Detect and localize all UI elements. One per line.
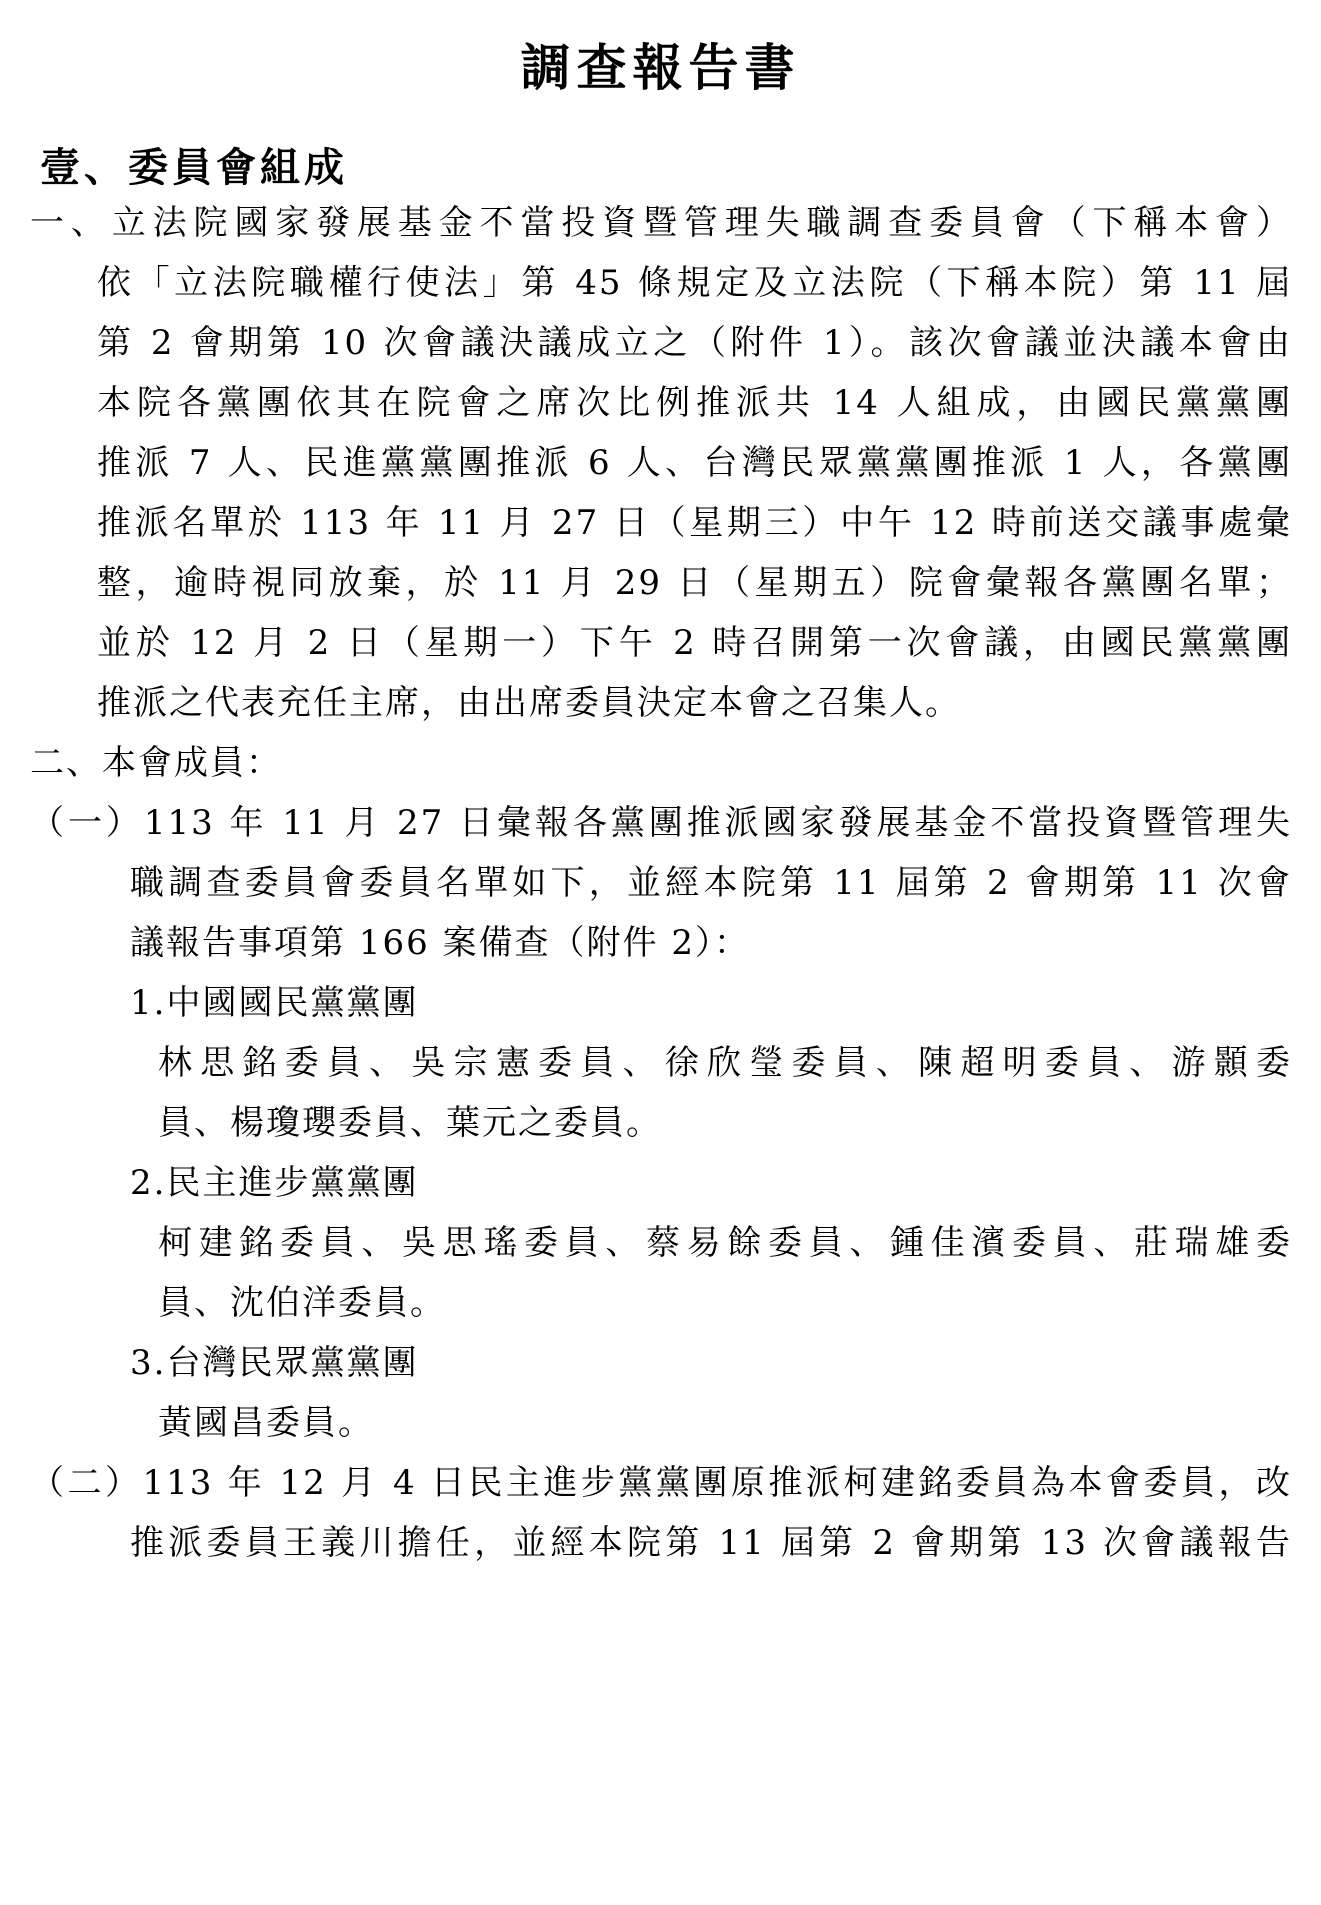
member-list-line: 林思銘委員、吳宗憲委員、徐欣瑩委員、陳超明委員、游顥委 [158,1043,1292,1083]
member-list-line: 柯建銘委員、吳思瑤委員、蔡易餘委員、鍾佳濱委員、莊瑞雄委 [158,1223,1292,1263]
section-heading-committee-composition: 壹、委員會組成 [40,144,348,191]
party-heading-kmt: 1.中國國民黨黨團 [130,983,419,1023]
paragraph-line: 一、立法院國家發展基金不當投資暨管理失職調查委員會（下稱本會） [30,203,1292,243]
member-list-line: 員、楊瓊瓔委員、葉元之委員。 [158,1103,662,1143]
party-heading-dpp: 2.民主進步黨黨團 [130,1163,419,1203]
item-heading-members: 二、本會成員： [30,743,282,783]
document-title: 調查報告書 [520,38,801,97]
paragraph-line: 推派名單於 113 年 11 月 27 日（星期三）中午 12 時前送交議事處彙 [97,503,1292,543]
paragraph-line: 本院各黨團依其在院會之席次比例推派共 14 人組成，由國民黨黨團 [97,383,1292,423]
member-list-line: 員、沈伯洋委員。 [158,1283,446,1323]
paragraph-line: 議報告事項第 166 案備查（附件 2）： [130,923,750,963]
party-heading-tpp: 3.台灣民眾黨黨團 [130,1343,419,1383]
paragraph-line: 依「立法院職權行使法」第 45 條規定及立法院（下稱本院）第 11 屆 [97,263,1292,303]
paragraph-line: 推派委員王義川擔任，並經本院第 11 屆第 2 會期第 13 次會議報告 [130,1523,1292,1563]
paragraph-line: 推派之代表充任主席，由出席委員決定本會之召集人。 [97,683,961,723]
paragraph-line: 推派 7 人、民進黨黨團推派 6 人、台灣民眾黨黨團推派 1 人，各黨團 [97,443,1292,483]
member-list-line: 黃國昌委員。 [158,1403,374,1443]
paragraph-line: 職調查委員會委員名單如下，並經本院第 11 屆第 2 會期第 11 次會 [130,863,1292,903]
paragraph-line: 整，逾時視同放棄，於 11 月 29 日（星期五）院會彙報各黨團名單； [97,563,1292,603]
paragraph-line: （二）113 年 12 月 4 日民主進步黨黨團原推派柯建銘委員為本會委員，改 [30,1463,1292,1503]
paragraph-line: （一）113 年 11 月 27 日彙報各黨團推派國家發展基金不當投資暨管理失 [30,803,1292,843]
paragraph-line: 並於 12 月 2 日（星期一）下午 2 時召開第一次會議，由國民黨黨團 [97,623,1292,663]
paragraph-line: 第 2 會期第 10 次會議決議成立之（附件 1）。該次會議並決議本會由 [97,323,1292,363]
